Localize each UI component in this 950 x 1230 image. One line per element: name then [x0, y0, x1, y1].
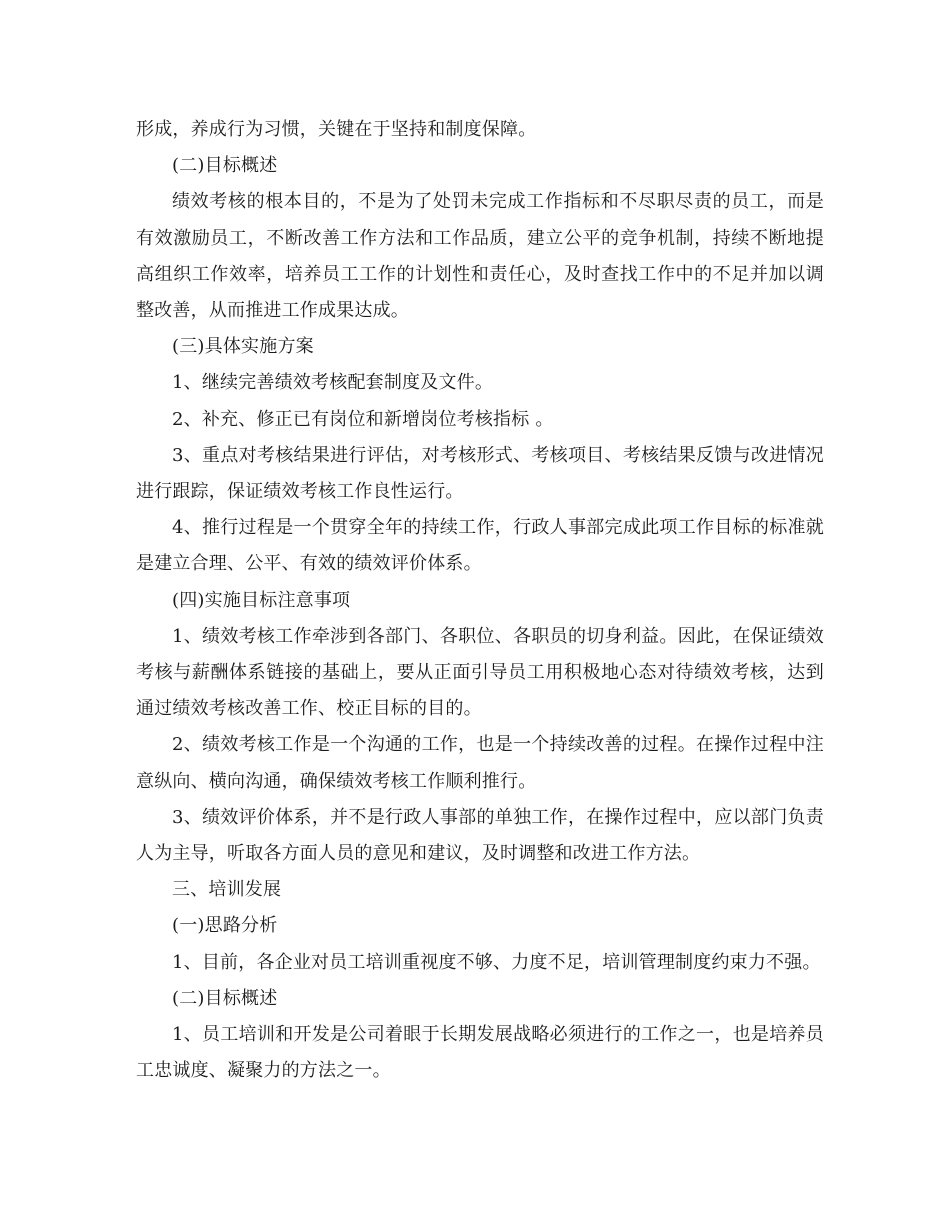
document-body [136, 112, 824, 1089]
paragraph-performance-purpose: 绩效考核的根本目的，不是为了处罚未完成工作指标和不尽职尽责的员工，而是有效激励员工，不断改善工作方法和工作品质，建立公平的竞争机制，持续不断地提高组织工作效率，培养员工工作的计划性和责任心，及时查找工作中的不足并加以调整改善，从而推进工作成果达成。 [136, 191, 824, 322]
list-item-plan-4: 4、推行过程是一个贯穿全年的持续工作，行政人事部完成此项工作目标的标准就是建立合理、公平、有效的绩效评价体系。 [136, 517, 824, 575]
list-item-precaution-3: 3、绩效评价体系，并不是行政人事部的单独工作，在操作过程中，应以部门负责人为主导，听取各方面人员的意见和建议，及时调整和改进工作方法。 [136, 806, 824, 865]
section-heading-implementation-plan: (三)具体实施方案 [172, 336, 314, 358]
list-item-precaution-1: 1、绩效考核工作牵涉到各部门、各职位、各职员的切身利益。因此，在保证绩效考核与薪酬体系链接的基础上，要从正面引导员工用积极地心态对待绩效考核，达到通过绩效考核改善工作、校正目标的目的。 [136, 625, 824, 720]
section-heading-analysis: (一)思路分析 [172, 915, 278, 937]
list-item-plan-2: 2、补充、修正已有岗位和新增岗位考核指标 。 [172, 408, 554, 430]
paragraph-continuation: 形成，养成行为习惯，关键在于坚持和制度保障。 [136, 119, 537, 140]
section-heading-goal-overview: (二)目标概述 [172, 155, 278, 177]
list-item-plan-3: 3、重点对考核结果进行评估，对考核形式、考核项目、考核结果反馈与改进情况进行跟踪，保证绩效考核工作良性运行。 [136, 444, 824, 503]
list-item-plan-1: 1、继续完善绩效考核配套制度及文件。 [172, 372, 494, 394]
list-item-analysis-1: 1、目前，各企业对员工培训重视度不够、力度不足，培训管理制度约束力不强。 [172, 951, 821, 973]
list-item-precaution-2: 2、绩效考核工作是一个沟通的工作，也是一个持续改善的过程。在操作过程中注意纵向、横向沟通，确保绩效考核工作顺利推行。 [136, 734, 824, 792]
section-heading-goal-overview-training: (二)目标概述 [172, 987, 278, 1009]
section-heading-precautions: (四)实施目标注意事项 [172, 589, 351, 611]
chapter-heading-training: 三、培训发展 [172, 879, 282, 901]
list-item-training-goal-1: 1、员工培训和开发是公司着眼于长期发展战略必须进行的工作之一，也是培养员工忠诚度、凝聚力的方法之一。 [136, 1024, 824, 1082]
